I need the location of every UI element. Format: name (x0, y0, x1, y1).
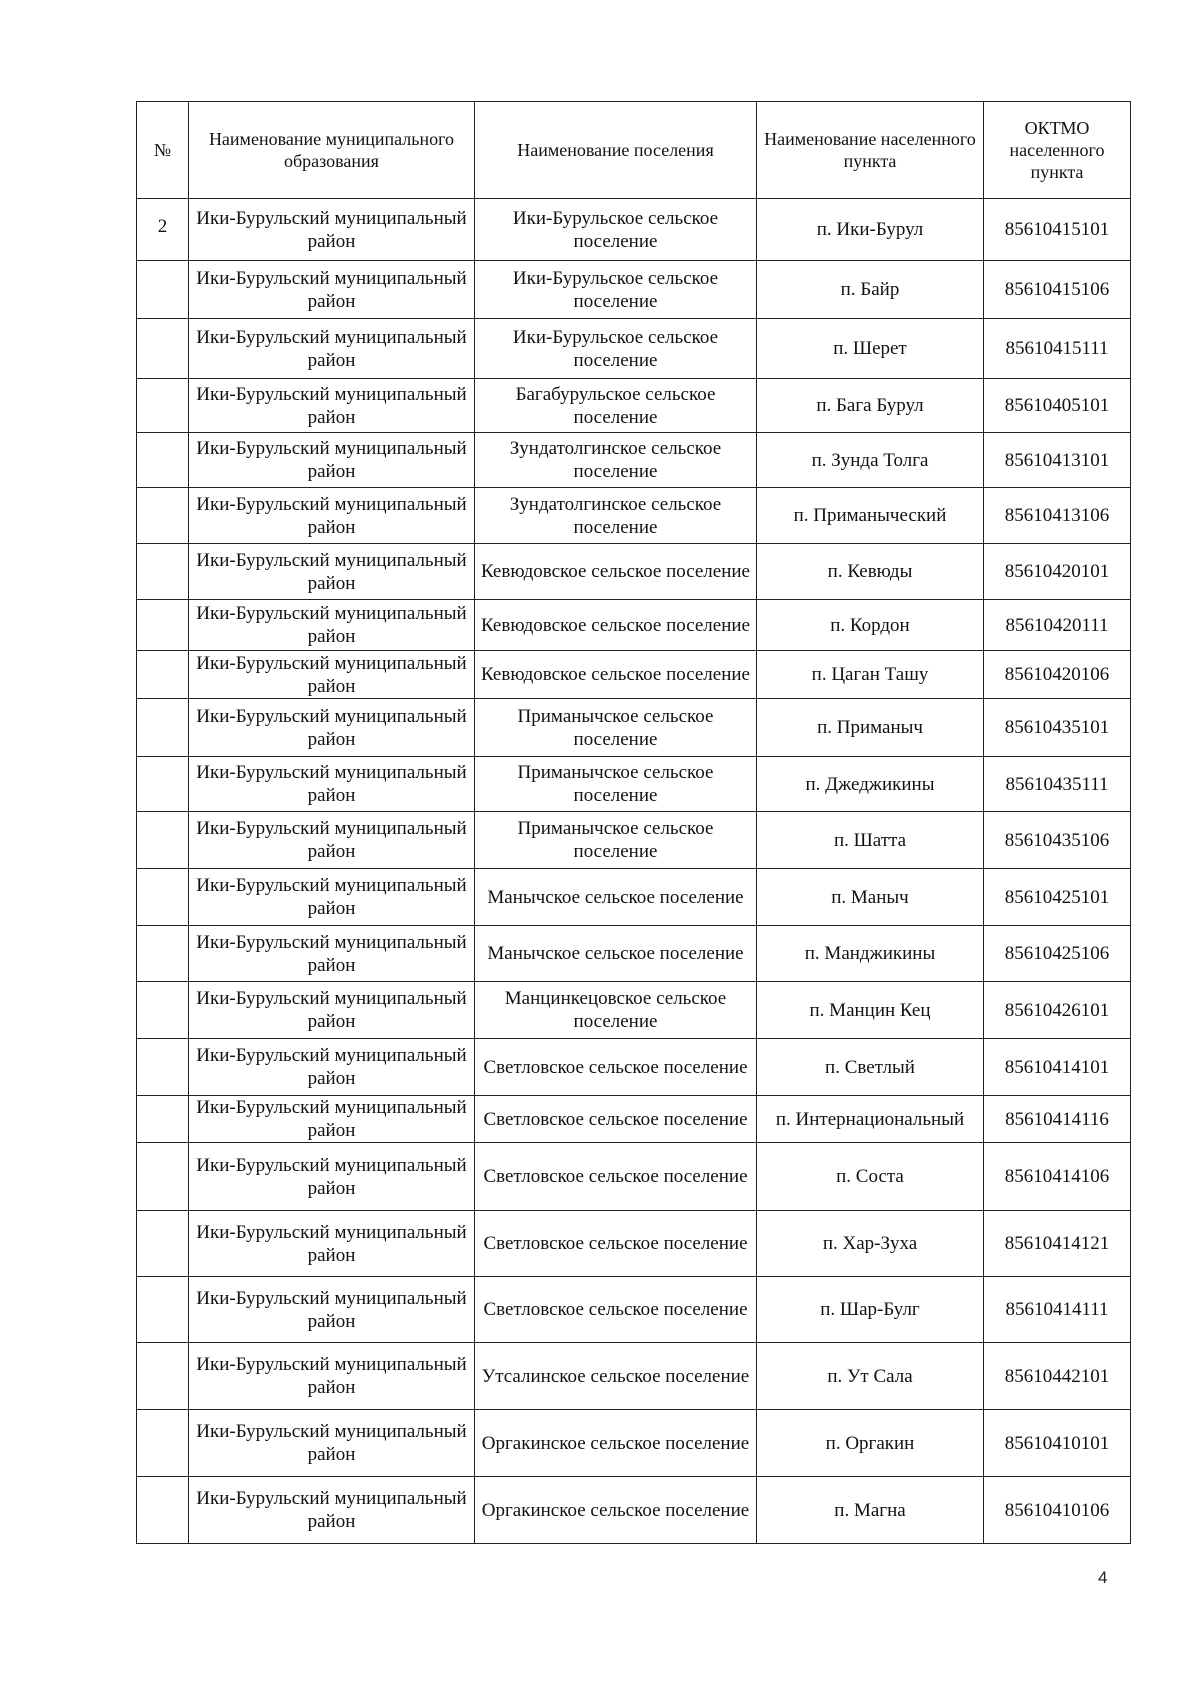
oktmo-cell: 85610425106 (984, 926, 1131, 982)
locality-cell: п. Кордон (757, 600, 984, 651)
settlement-cell: Зундатолгинское сельское поселение (475, 488, 757, 544)
oktmo-cell: 85610413106 (984, 488, 1131, 544)
row-number-cell (137, 433, 189, 488)
municipal-formation-cell: Ики-Бурульский муниципальный район (189, 1039, 475, 1096)
settlement-cell: Светловское сельское поселение (475, 1211, 757, 1277)
row-number-cell: 2 (137, 199, 189, 261)
locality-cell: п. Шерет (757, 319, 984, 379)
settlement-cell: Кевюдовское сельское поселение (475, 651, 757, 699)
table-row (137, 699, 1131, 757)
table-row (137, 812, 1131, 869)
header-locality: Наименование населенного пункта (757, 102, 984, 199)
row-number-cell (137, 1039, 189, 1096)
table-row (137, 926, 1131, 982)
table-row (137, 1277, 1131, 1343)
table-row (137, 1477, 1131, 1544)
table-row (137, 199, 1131, 261)
table-row (137, 1343, 1131, 1410)
row-number-cell (137, 488, 189, 544)
header-municipal-formation: Наименование муниципального образования (189, 102, 475, 199)
oktmo-cell: 85610420111 (984, 600, 1131, 651)
municipal-formation-cell: Ики-Бурульский муниципальный район (189, 261, 475, 319)
municipal-formation-cell: Ики-Бурульский муниципальный район (189, 433, 475, 488)
row-number-cell (137, 699, 189, 757)
table-row (137, 869, 1131, 926)
settlement-cell: Светловское сельское поселение (475, 1096, 757, 1143)
oktmo-cell: 85610414121 (984, 1211, 1131, 1277)
table-row (137, 757, 1131, 812)
locality-cell: п. Магна (757, 1477, 984, 1544)
municipal-formation-cell: Ики-Бурульский муниципальный район (189, 1343, 475, 1410)
row-number-cell (137, 812, 189, 869)
table-row (137, 600, 1131, 651)
municipal-formation-cell: Ики-Бурульский муниципальный район (189, 544, 475, 600)
table-row (137, 433, 1131, 488)
oktmo-cell: 85610426101 (984, 982, 1131, 1039)
settlement-cell: Оргакинское сельское поселение (475, 1410, 757, 1477)
locality-cell: п. Хар-Зуха (757, 1211, 984, 1277)
oktmo-cell: 85610435106 (984, 812, 1131, 869)
table-row (137, 1143, 1131, 1211)
oktmo-cell: 85610414116 (984, 1096, 1131, 1143)
oktmo-cell: 85610425101 (984, 869, 1131, 926)
municipal-formation-cell: Ики-Бурульский муниципальный район (189, 319, 475, 379)
row-number-cell (137, 1343, 189, 1410)
oktmo-cell: 85610414101 (984, 1039, 1131, 1096)
locality-cell: п. Шатта (757, 812, 984, 869)
locality-cell: п. Манджикины (757, 926, 984, 982)
settlement-cell: Манцинкецовское сельское поселение (475, 982, 757, 1039)
municipal-formation-cell: Ики-Бурульский муниципальный район (189, 1211, 475, 1277)
municipal-formation-cell: Ики-Бурульский муниципальный район (189, 926, 475, 982)
table-row (137, 488, 1131, 544)
settlement-cell: Ики-Бурульское сельское поселение (475, 261, 757, 319)
oktmo-cell: 85610415106 (984, 261, 1131, 319)
row-number-cell (137, 757, 189, 812)
locality-cell: п. Светлый (757, 1039, 984, 1096)
table-row (137, 544, 1131, 600)
settlement-cell: Светловское сельское поселение (475, 1039, 757, 1096)
locality-cell: п. Манцин Кец (757, 982, 984, 1039)
settlement-cell: Светловское сельское поселение (475, 1143, 757, 1211)
table-row (137, 982, 1131, 1039)
municipal-formation-cell: Ики-Бурульский муниципальный район (189, 982, 475, 1039)
settlement-cell: Багабурульское сельское поселение (475, 379, 757, 433)
row-number-cell (137, 1410, 189, 1477)
municipal-formation-cell: Ики-Бурульский муниципальный район (189, 651, 475, 699)
oktmo-cell: 85610405101 (984, 379, 1131, 433)
row-number-cell (137, 600, 189, 651)
settlement-cell: Кевюдовское сельское поселение (475, 544, 757, 600)
locality-cell: п. Кевюды (757, 544, 984, 600)
municipal-formation-cell: Ики-Бурульский муниципальный район (189, 488, 475, 544)
row-number-cell (137, 982, 189, 1039)
oktmo-cell: 85610410101 (984, 1410, 1131, 1477)
settlement-cell: Кевюдовское сельское поселение (475, 600, 757, 651)
municipal-formation-cell: Ики-Бурульский муниципальный район (189, 1410, 475, 1477)
row-number-cell (137, 261, 189, 319)
settlement-cell: Манычское сельское поселение (475, 926, 757, 982)
oktmo-cell: 85610413101 (984, 433, 1131, 488)
settlement-cell: Приманычское сельское поселение (475, 757, 757, 812)
municipal-formation-cell: Ики-Бурульский муниципальный район (189, 1477, 475, 1544)
row-number-cell (137, 544, 189, 600)
locality-cell: п. Приманыч (757, 699, 984, 757)
table-row (137, 261, 1131, 319)
locality-cell: п. Интернациональный (757, 1096, 984, 1143)
settlement-cell: Манычское сельское поселение (475, 869, 757, 926)
locality-cell: п. Маныч (757, 869, 984, 926)
oktmo-cell: 85610415111 (984, 319, 1131, 379)
table-row (137, 319, 1131, 379)
row-number-cell (137, 1211, 189, 1277)
table-row (137, 1410, 1131, 1477)
row-number-cell (137, 1477, 189, 1544)
settlement-cell: Ики-Бурульское сельское поселение (475, 199, 757, 261)
municipal-formation-cell: Ики-Бурульский муниципальный район (189, 379, 475, 433)
header-oktmo: ОКТМО населенного пункта (984, 102, 1131, 199)
oktmo-cell: 85610415101 (984, 199, 1131, 261)
oktmo-cell: 85610435101 (984, 699, 1131, 757)
municipal-formation-cell: Ики-Бурульский муниципальный район (189, 699, 475, 757)
locality-cell: п. Шар-Булг (757, 1277, 984, 1343)
oktmo-cell: 85610435111 (984, 757, 1131, 812)
table-row (137, 1211, 1131, 1277)
row-number-cell (137, 319, 189, 379)
row-number-cell (137, 926, 189, 982)
locality-cell: п. Ики-Бурул (757, 199, 984, 261)
municipal-formation-cell: Ики-Бурульский муниципальный район (189, 600, 475, 651)
settlement-cell: Зундатолгинское сельское поселение (475, 433, 757, 488)
locality-cell: п. Джеджикины (757, 757, 984, 812)
settlement-cell: Оргакинское сельское поселение (475, 1477, 757, 1544)
settlements-table (136, 101, 1131, 1544)
municipal-formation-cell: Ики-Бурульский муниципальный район (189, 1277, 475, 1343)
row-number-cell (137, 651, 189, 699)
row-number-cell (137, 1143, 189, 1211)
municipal-formation-cell: Ики-Бурульский муниципальный район (189, 757, 475, 812)
locality-cell: п. Цаган Ташу (757, 651, 984, 699)
settlement-cell: Приманычское сельское поселение (475, 699, 757, 757)
locality-cell: п. Приманыческий (757, 488, 984, 544)
municipal-formation-cell: Ики-Бурульский муниципальный район (189, 1096, 475, 1143)
table-row (137, 651, 1131, 699)
header-number: № (137, 102, 189, 199)
table-header-row (137, 102, 1131, 199)
municipal-formation-cell: Ики-Бурульский муниципальный район (189, 812, 475, 869)
oktmo-cell: 85610414111 (984, 1277, 1131, 1343)
locality-cell: п. Зунда Толга (757, 433, 984, 488)
table-row (137, 1096, 1131, 1143)
header-settlement: Наименование поселения (475, 102, 757, 199)
locality-cell: п. Бага Бурул (757, 379, 984, 433)
oktmo-cell: 85610410106 (984, 1477, 1131, 1544)
settlement-cell: Утсалинское сельское поселение (475, 1343, 757, 1410)
oktmo-cell: 85610420101 (984, 544, 1131, 600)
municipal-formation-cell: Ики-Бурульский муниципальный район (189, 199, 475, 261)
row-number-cell (137, 1096, 189, 1143)
settlement-cell: Приманычское сельское поселение (475, 812, 757, 869)
row-number-cell (137, 869, 189, 926)
locality-cell: п. Ут Сала (757, 1343, 984, 1410)
table-row (137, 379, 1131, 433)
page-number: 4 (1098, 1568, 1108, 1587)
oktmo-cell: 85610420106 (984, 651, 1131, 699)
row-number-cell (137, 379, 189, 433)
table-body (137, 199, 1131, 1544)
row-number-cell (137, 1277, 189, 1343)
locality-cell: п. Байр (757, 261, 984, 319)
settlement-cell: Ики-Бурульское сельское поселение (475, 319, 757, 379)
oktmo-cell: 85610414106 (984, 1143, 1131, 1211)
settlement-cell: Светловское сельское поселение (475, 1277, 757, 1343)
locality-cell: п. Оргакин (757, 1410, 984, 1477)
municipal-formation-cell: Ики-Бурульский муниципальный район (189, 1143, 475, 1211)
locality-cell: п. Соста (757, 1143, 984, 1211)
table-row (137, 1039, 1131, 1096)
oktmo-cell: 85610442101 (984, 1343, 1131, 1410)
municipal-formation-cell: Ики-Бурульский муниципальный район (189, 869, 475, 926)
